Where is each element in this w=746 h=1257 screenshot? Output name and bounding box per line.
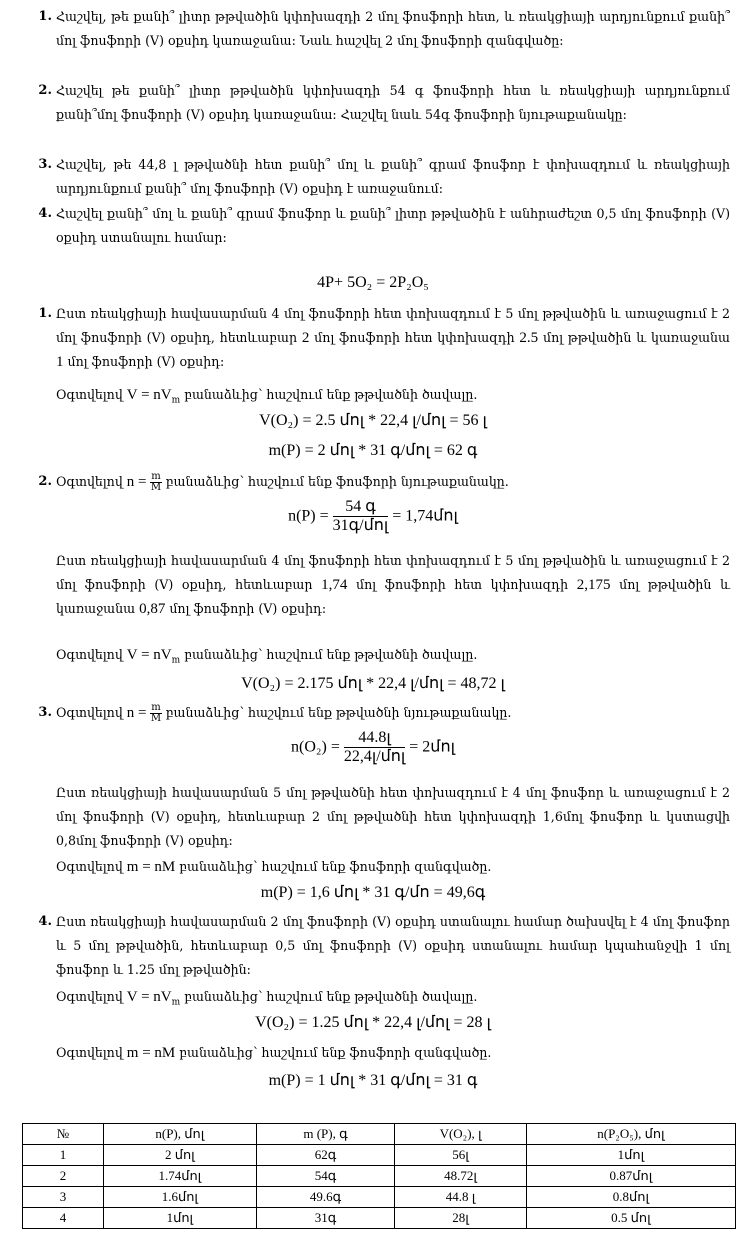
column-header-moles-p2o5: n(P₂O₅), մոլ	[526, 1124, 735, 1145]
formula: m = nM	[126, 1045, 176, 1061]
table-cell: 1մոլ	[526, 1145, 735, 1166]
fraction-numerator: 54 գ	[333, 498, 389, 517]
solution-2-equation-volume: V(O₂) = 2.175 մոլ * 22,4 լ/մոլ = 48,72 լ	[241, 675, 505, 692]
number-value: 0,87	[139, 601, 166, 617]
solution-text: բանաձևից՝ հաշվում ենք ֆոսֆորի զանգվածը.	[175, 1045, 492, 1060]
solution-3-formula-line-2	[56, 855, 730, 879]
solution-number: 2.	[38, 474, 52, 489]
solution-text: Ըստ ռեակցիայի հավասարման 4 մոլ ֆոսֆորի հետ փոխազդում է 5 մոլ թթվածին և առաջացում է 2 մոլ ֆոսֆորի (V) օքսիդ, հետևաբար	[56, 553, 730, 592]
table-cell: 54գ	[256, 1166, 395, 1187]
number-value: 1	[56, 354, 64, 370]
solution-text: բանաձևից՝ հաշվում ենք ֆոսֆորի զանգվածը.	[175, 859, 492, 874]
solution-1-formula-line	[56, 383, 730, 413]
solution-text: Օգտվելով	[56, 647, 127, 662]
table-cell: 0.8մոլ	[526, 1187, 735, 1208]
table-cell: 31գ	[256, 1208, 395, 1229]
formula: n =	[126, 474, 151, 490]
solution-2-equation-moles	[0, 498, 746, 536]
question-1	[38, 5, 730, 53]
table-cell: 1	[23, 1145, 104, 1166]
reaction-equation: 4P+ 5O₂ = 2P₂O₅	[317, 274, 429, 291]
formula: V = nV	[126, 387, 172, 403]
solution-text: Օգտվելով	[56, 474, 127, 489]
solution-2-formula-line-2	[56, 643, 730, 673]
fraction-denominator: 22,4լ/մոլ	[343, 748, 406, 766]
fraction-denominator: M	[150, 713, 162, 724]
table-cell: 62գ	[256, 1145, 395, 1166]
solution-number: 1.	[38, 306, 52, 321]
table-cell: 1մոլ	[104, 1208, 257, 1229]
solution-number: 3.	[38, 705, 52, 720]
formula-fraction	[150, 472, 161, 494]
formula-subscript: m	[171, 655, 181, 666]
column-header-volume-o2: V(O₂), լ	[395, 1124, 527, 1145]
solution-text: Օգտվելով	[56, 989, 127, 1004]
table-header-row	[23, 1124, 736, 1145]
equation-right: = 1,74մոլ	[388, 507, 458, 525]
question-2	[38, 79, 730, 127]
fraction-denominator: 31գ/մոլ	[332, 517, 389, 535]
question-text: Հաշվել, թե 44,8 լ թթվածնի հետ քանի՞ մոլ և քանի՞ գրամ ֆոսֆոր է փոխազդում և ռեակցիայի արդյունքում քանի՞ մոլ ֆոսֆորի (V) օքսիդ է առաջանում:	[56, 157, 730, 196]
solution-text: մոլ ֆոսֆորի հետ կփոխազդի	[347, 577, 577, 592]
question-number: 1.	[38, 9, 52, 24]
table-row	[23, 1208, 736, 1229]
question-number: 3.	[38, 157, 52, 172]
table-cell: 48.72լ	[395, 1166, 527, 1187]
solution-3-equation-moles	[0, 729, 746, 767]
column-header-number: №	[23, 1124, 104, 1145]
formula-subscript: m	[171, 395, 181, 406]
solution-4-paragraph	[38, 910, 730, 982]
fraction-denominator: M	[150, 482, 162, 493]
number-value: 2.5	[519, 330, 539, 346]
table-cell: 56լ	[395, 1145, 527, 1166]
solution-text: մոլ ֆոսֆորի (V) օքսիդ:	[165, 601, 327, 616]
solution-text: Օգտվելով	[56, 387, 127, 402]
solution-text: բանաձևից՝ հաշվում ենք ֆոսֆորի նյութաքանակը.	[161, 474, 509, 489]
solution-text: մոլ ֆոսֆորի հետ կփոխազդի	[309, 330, 520, 345]
number-value: 1,74	[321, 577, 348, 593]
solution-text: մոլ ֆոսֆորի (V) օքսիդ:	[63, 354, 225, 369]
formula-fraction	[150, 703, 161, 725]
table-cell: 1.74մոլ	[104, 1166, 257, 1187]
solution-1-equation-mass: m(P) = 2 մոլ * 31 գ/մոլ = 62 գ	[268, 442, 478, 459]
solution-text: Օգտվելով	[56, 705, 127, 720]
table-cell: 0.87մոլ	[526, 1166, 735, 1187]
question-4	[38, 202, 730, 250]
table-cell: 0.5 մոլ	[526, 1208, 735, 1229]
solution-1-equation-volume: V(O₂) = 2.5 մոլ * 22,4 լ/մոլ = 56 լ	[259, 412, 487, 429]
question-number: 4.	[38, 206, 52, 221]
equation-right: = 2մոլ	[405, 738, 455, 756]
column-header-moles-p: n(P), մոլ	[104, 1124, 257, 1145]
solution-4-formula-line-2	[56, 1041, 730, 1065]
summary-table	[22, 1123, 736, 1229]
solution-2-paragraph	[56, 549, 730, 621]
table-row	[23, 1187, 736, 1208]
table-cell: 2 մոլ	[104, 1145, 257, 1166]
solution-text: Ըստ ռեակցիայի հավասարման 2 մոլ ֆոսֆորի (V) օքսիդ ստանալու համար ծախսվել է 4 մոլ ֆոսֆոր և 5 մոլ թթվածին, հետևաբար 0,5 մոլ ֆոսֆորի (V) օքսիդ ստանալու համար կպահանջվի 1 մոլ ֆոսֆոր և 1.25 մոլ թթվածին:	[56, 914, 730, 977]
solution-text: բանաձևից՝ հաշվում ենք թթվածնի նյութաքանակը.	[161, 705, 512, 720]
table-cell: 49.6գ	[256, 1187, 395, 1208]
formula: m = nM	[126, 859, 176, 875]
formula: n =	[126, 705, 151, 721]
fraction-numerator: 44.8լ	[344, 729, 405, 748]
table-cell: 2	[23, 1166, 104, 1187]
fraction-numerator: m	[151, 701, 161, 713]
question-text: Հաշվել, թե քանի՞ լիտր թթվածին կփոխազդի 2 մոլ ֆոսֆորի հետ, և ռեակցիայի արդյունքում քանի՞ մոլ ֆոսֆորի (V) օքսիդ կառաջանա: Նաև հաշվել 2 մոլ ֆոսֆորի զանգվածը:	[56, 9, 730, 48]
solution-text: Ըստ ռեակցիայի հավասարման 4 մոլ ֆոսֆորի հետ փոխազդում է 5 մոլ թթվածին և առաջացում է 2 մոլ ֆոսֆորի (V) օքսիդ, հետևաբար	[56, 306, 730, 345]
table-cell: 28լ	[395, 1208, 527, 1229]
equation-left: n(P) =	[288, 507, 333, 525]
number-value: 2	[301, 330, 310, 346]
table-row	[23, 1166, 736, 1187]
formula: V = nV	[126, 989, 172, 1005]
solution-text: մոլ թթվածին և կառաջանա	[538, 330, 730, 345]
table-cell: 44.8 լ	[395, 1187, 527, 1208]
equation-fraction	[333, 498, 389, 536]
column-header-mass-p: m (P), գ	[256, 1124, 395, 1145]
formula: V = nV	[126, 647, 172, 663]
solution-4-formula-line	[56, 985, 730, 1015]
solution-3-equation-mass: m(P) = 1,6 մոլ * 31 գ/մո = 49,6գ	[260, 884, 486, 901]
solution-3-formula-line	[38, 701, 730, 725]
solution-text: Օգտվելով	[56, 1045, 127, 1060]
question-text: Հաշվել քանի՞ մոլ և քանի՞ գրամ ֆոսֆոր և քանի՞ լիտր թթվածին է անհրաժեշտ 0,5 մոլ ֆոսֆորի (V) օքսիդ ստանալու համար:	[56, 206, 730, 245]
solution-4-equation-mass: m(P) = 1 մոլ * 31 գ/մոլ = 31 գ	[268, 1072, 478, 1089]
solution-2-formula-line	[38, 470, 730, 494]
number-value: 2,175	[576, 577, 611, 593]
question-number: 2.	[38, 83, 52, 98]
table-cell: 1.6մոլ	[104, 1187, 257, 1208]
solution-3-paragraph: Ըստ ռեակցիայի հավասարման 5 մոլ թթվածնի հետ փոխազդում է 4 մոլ ֆոսֆոր և առաջացում է 2 մոլ ֆոսֆորի (V) օքսիդ, հետևաբար 2 մոլ թթվածնի հետ կփոխազդի 1,6մոլ ֆոսֆոր և կստացվի 0,8մոլ ֆոսֆորի (V) օքսիդ:	[56, 785, 730, 848]
fraction-numerator: m	[151, 470, 161, 482]
table-cell: 3	[23, 1187, 104, 1208]
solution-1-paragraph	[38, 302, 730, 374]
solution-text: բանաձևից՝ հաշվում ենք թթվածնի ծավալը.	[180, 647, 478, 662]
table-cell: 4	[23, 1208, 104, 1229]
solution-text: մոլ թթվածին և կառաջանա	[56, 577, 731, 616]
table-row	[23, 1145, 736, 1166]
solution-number: 4.	[38, 914, 52, 929]
solution-text: Օգտվելով	[56, 859, 127, 874]
equation-left: n(O₂) =	[291, 738, 344, 756]
solution-text: բանաձևից՝ հաշվում ենք թթվածնի ծավալը.	[180, 989, 478, 1004]
question-text: Հաշվել թե քանի՞ լիտր թթվածին կփոխազդի 54 գ ֆոսֆորի հետ և ռեակցիայի արդյունքում քանի՞մոլ ֆոսֆորի (V) օքսիդ կառաջանա: Հաշվել նաև 54գ ֆոսֆորի նյութաքանակը:	[56, 83, 730, 122]
formula-subscript: m	[171, 997, 181, 1008]
solution-4-equation-volume: V(O₂) = 1.25 մոլ * 22,4 լ/մոլ = 28 լ	[255, 1014, 491, 1031]
solution-text: բանաձևից՝ հաշվում ենք թթվածնի ծավալը.	[180, 387, 478, 402]
equation-fraction	[344, 729, 405, 767]
question-3	[38, 153, 730, 201]
